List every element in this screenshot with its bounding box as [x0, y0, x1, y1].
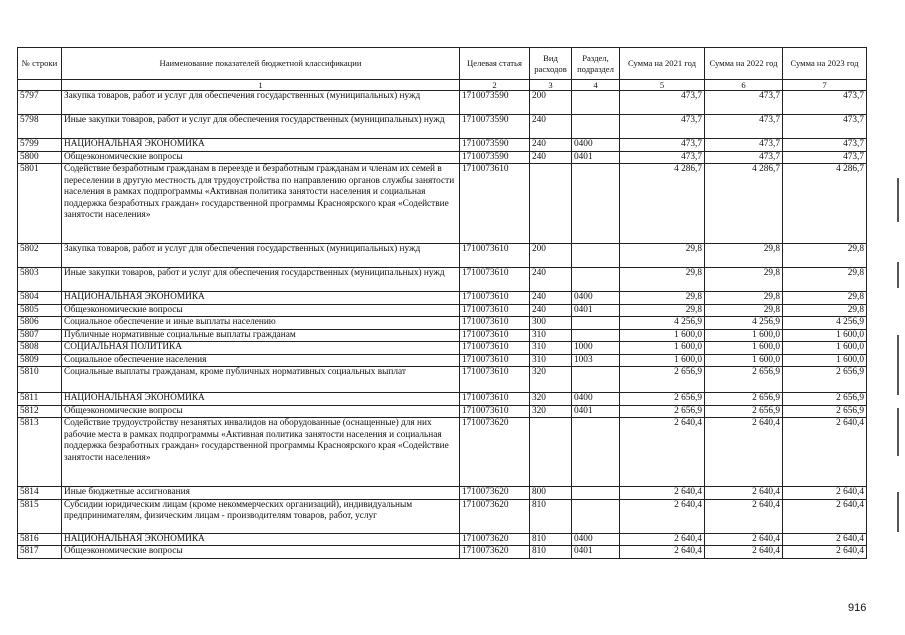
- row-number: 5814: [18, 487, 62, 500]
- table-row: [18, 244, 867, 268]
- row-name: Социальные выплаты гражданам, кроме публичных нормативных социальных выплат: [62, 367, 460, 393]
- row-section: [572, 418, 620, 487]
- row-name: Содействие безработным гражданам в переезде и безработным гражданам и членам их семей в переселении в другую местность для трудоустройства по направлению органов службы занятости населения в рамках подпрограммы «Активная политика занятости населения и социальная поддержка безработных граждан» государственной программы Красноярского края «Содействие занятости населения»: [62, 164, 460, 244]
- row-section: [572, 329, 620, 342]
- row-expense-type: 810: [530, 533, 572, 546]
- row-target-article: 1710073610: [460, 354, 530, 367]
- row-sum-2021: 29,8: [620, 292, 705, 305]
- row-sum-2021: 1 600,0: [620, 354, 705, 367]
- row-name: Публичные нормативные социальные выплаты гражданам: [62, 329, 460, 342]
- table-row: [18, 139, 867, 152]
- row-expense-type: 320: [530, 405, 572, 418]
- row-name: Закупка товаров, работ и услуг для обеспечения государственных (муниципальных) нужд: [62, 91, 460, 115]
- row-number: 5805: [18, 304, 62, 317]
- table-row: [18, 354, 867, 367]
- row-sum-2022: 1 600,0: [705, 354, 783, 367]
- row-target-article: 1710073610: [460, 317, 530, 330]
- row-section: 0401: [572, 405, 620, 418]
- row-target-article: 1710073610: [460, 268, 530, 292]
- row-sum-2021: 4 286,7: [620, 164, 705, 244]
- row-name: Общеэкономические вопросы: [62, 405, 460, 418]
- row-section: 0400: [572, 292, 620, 305]
- row-sum-2022: 2 640,4: [705, 499, 783, 533]
- row-expense-type: 800: [530, 487, 572, 500]
- row-name: Общеэкономические вопросы: [62, 546, 460, 559]
- row-sum-2021: 2 640,4: [620, 533, 705, 546]
- table-row: [18, 304, 867, 317]
- table-row: [18, 115, 867, 139]
- row-section: [572, 268, 620, 292]
- row-sum-2021: 2 656,9: [620, 367, 705, 393]
- row-sum-2021: 2 640,4: [620, 546, 705, 559]
- column-number: 7: [783, 80, 867, 91]
- row-section: [572, 91, 620, 115]
- budget-table: [17, 47, 867, 559]
- row-section: [572, 317, 620, 330]
- row-section: 0400: [572, 139, 620, 152]
- row-expense-type: 240: [530, 292, 572, 305]
- row-sum-2023: 473,7: [783, 151, 867, 164]
- column-number: 1: [62, 80, 460, 91]
- row-sum-2021: 4 256,9: [620, 317, 705, 330]
- row-expense-type: 240: [530, 304, 572, 317]
- scan-edge-mark: [897, 408, 899, 456]
- row-expense-type: [530, 164, 572, 244]
- header-sum-2021: Сумма на 2021 год: [620, 48, 705, 80]
- scan-edge-mark: [897, 335, 899, 395]
- row-target-article: 1710073590: [460, 151, 530, 164]
- row-expense-type: 810: [530, 499, 572, 533]
- row-sum-2023: 2 640,4: [783, 418, 867, 487]
- row-sum-2021: 2 656,9: [620, 393, 705, 406]
- row-sum-2023: 2 640,4: [783, 533, 867, 546]
- table-row: [18, 499, 867, 533]
- row-number: 5801: [18, 164, 62, 244]
- row-number: 5809: [18, 354, 62, 367]
- row-sum-2023: 2 640,4: [783, 499, 867, 533]
- row-sum-2021: 473,7: [620, 91, 705, 115]
- row-number: 5810: [18, 367, 62, 393]
- row-expense-type: 810: [530, 546, 572, 559]
- row-sum-2023: 29,8: [783, 304, 867, 317]
- row-name: Иные закупки товаров, работ и услуг для обеспечения государственных (муниципальных) нужд: [62, 268, 460, 292]
- row-sum-2023: 473,7: [783, 115, 867, 139]
- row-sum-2022: 2 656,9: [705, 367, 783, 393]
- row-section: 1000: [572, 342, 620, 355]
- row-expense-type: 240: [530, 268, 572, 292]
- header-target-article: Целевая статья: [460, 48, 530, 80]
- table-row: [18, 292, 867, 305]
- row-target-article: 1710073610: [460, 304, 530, 317]
- row-number: 5813: [18, 418, 62, 487]
- row-section: 0401: [572, 151, 620, 164]
- row-sum-2023: 1 600,0: [783, 354, 867, 367]
- row-expense-type: 200: [530, 91, 572, 115]
- row-sum-2023: 473,7: [783, 91, 867, 115]
- row-target-article: 1710073610: [460, 329, 530, 342]
- row-sum-2023: 29,8: [783, 244, 867, 268]
- column-number-blank: [18, 80, 62, 91]
- row-sum-2022: 2 640,4: [705, 533, 783, 546]
- table-row: [18, 329, 867, 342]
- row-target-article: 1710073610: [460, 292, 530, 305]
- table-row: [18, 317, 867, 330]
- row-name: Субсидии юридическим лицам (кроме некоммерческих организаций), индивидуальным предпринимателям, физическим лицам - производителям товаров, работ, услуг: [62, 499, 460, 533]
- row-section: [572, 115, 620, 139]
- row-section: [572, 499, 620, 533]
- row-section: [572, 244, 620, 268]
- row-expense-type: [530, 418, 572, 487]
- row-sum-2022: 29,8: [705, 304, 783, 317]
- row-sum-2022: 473,7: [705, 139, 783, 152]
- row-section: 1003: [572, 354, 620, 367]
- column-number: 2: [460, 80, 530, 91]
- header-sum-2023: Сумма на 2023 год: [783, 48, 867, 80]
- row-target-article: 1710073610: [460, 244, 530, 268]
- row-number: 5808: [18, 342, 62, 355]
- row-sum-2022: 2 640,4: [705, 546, 783, 559]
- table-row: [18, 546, 867, 559]
- column-number: 3: [530, 80, 572, 91]
- row-sum-2021: 473,7: [620, 115, 705, 139]
- row-sum-2021: 2 640,4: [620, 487, 705, 500]
- table-row: [18, 487, 867, 500]
- row-sum-2021: 2 656,9: [620, 405, 705, 418]
- row-name: НАЦИОНАЛЬНАЯ ЭКОНОМИКА: [62, 533, 460, 546]
- row-expense-type: 310: [530, 342, 572, 355]
- row-sum-2021: 473,7: [620, 151, 705, 164]
- row-number: 5816: [18, 533, 62, 546]
- row-sum-2022: 473,7: [705, 151, 783, 164]
- row-sum-2022: 1 600,0: [705, 342, 783, 355]
- scan-edge-mark: [897, 262, 899, 288]
- column-number: 6: [705, 80, 783, 91]
- row-expense-type: 240: [530, 115, 572, 139]
- scan-edge-mark: [897, 492, 899, 532]
- row-number: 5815: [18, 499, 62, 533]
- row-section: 0401: [572, 546, 620, 559]
- row-name: Содействие трудоустройству незанятых инвалидов на оборудованные (оснащенные) для них рабочие места в рамках подпрограммы «Активная политика занятости населения и социальная поддержка безработных граждан» государственной программы Красноярского края «Содействие занятости населения»: [62, 418, 460, 487]
- header-row-number: № строки: [18, 48, 62, 80]
- row-sum-2021: 29,8: [620, 304, 705, 317]
- header-name: Наименование показателей бюджетной классификации: [62, 48, 460, 80]
- row-sum-2023: 2 640,4: [783, 487, 867, 500]
- column-number: 5: [620, 80, 705, 91]
- row-expense-type: 200: [530, 244, 572, 268]
- row-number: 5806: [18, 317, 62, 330]
- row-target-article: 1710073620: [460, 487, 530, 500]
- row-sum-2023: 4 256,9: [783, 317, 867, 330]
- row-number: 5802: [18, 244, 62, 268]
- row-sum-2022: 4 256,9: [705, 317, 783, 330]
- row-target-article: 1710073610: [460, 393, 530, 406]
- table-row: [18, 91, 867, 115]
- row-sum-2022: 29,8: [705, 268, 783, 292]
- row-sum-2023: 29,8: [783, 268, 867, 292]
- row-sum-2021: 29,8: [620, 268, 705, 292]
- row-sum-2022: 2 640,4: [705, 418, 783, 487]
- table-header-row: [18, 48, 867, 80]
- row-section: 0400: [572, 393, 620, 406]
- row-sum-2022: 29,8: [705, 244, 783, 268]
- row-target-article: 1710073620: [460, 546, 530, 559]
- row-expense-type: 310: [530, 329, 572, 342]
- table-row: [18, 533, 867, 546]
- row-name: Общеэкономические вопросы: [62, 151, 460, 164]
- row-name: Общеэкономические вопросы: [62, 304, 460, 317]
- row-target-article: 1710073610: [460, 367, 530, 393]
- table-row: [18, 393, 867, 406]
- row-sum-2022: 2 656,9: [705, 393, 783, 406]
- row-sum-2023: 473,7: [783, 139, 867, 152]
- row-target-article: 1710073590: [460, 91, 530, 115]
- row-target-article: 1710073610: [460, 342, 530, 355]
- header-expense-type: Вид расходов: [530, 48, 572, 80]
- row-expense-type: 320: [530, 367, 572, 393]
- row-number: 5803: [18, 268, 62, 292]
- row-sum-2023: 4 286,7: [783, 164, 867, 244]
- row-target-article: 1710073620: [460, 499, 530, 533]
- row-sum-2023: 2 656,9: [783, 393, 867, 406]
- row-expense-type: 240: [530, 139, 572, 152]
- header-section: Раздел, подраздел: [572, 48, 620, 80]
- row-number: 5812: [18, 405, 62, 418]
- row-section: 0401: [572, 304, 620, 317]
- row-name: НАЦИОНАЛЬНАЯ ЭКОНОМИКА: [62, 139, 460, 152]
- row-target-article: 1710073610: [460, 164, 530, 244]
- row-sum-2022: 2 640,4: [705, 487, 783, 500]
- row-sum-2023: 2 640,4: [783, 546, 867, 559]
- row-sum-2021: 2 640,4: [620, 418, 705, 487]
- column-numbers-row: [18, 80, 867, 91]
- table-row: [18, 151, 867, 164]
- row-sum-2021: 473,7: [620, 139, 705, 152]
- row-name: Социальное обеспечение и иные выплаты населению: [62, 317, 460, 330]
- row-sum-2022: 473,7: [705, 115, 783, 139]
- row-number: 5811: [18, 393, 62, 406]
- row-sum-2023: 1 600,0: [783, 329, 867, 342]
- row-section: [572, 367, 620, 393]
- table-row: [18, 405, 867, 418]
- column-number: 4: [572, 80, 620, 91]
- row-name: Иные закупки товаров, работ и услуг для обеспечения государственных (муниципальных) нужд: [62, 115, 460, 139]
- row-number: 5817: [18, 546, 62, 559]
- table-row: [18, 268, 867, 292]
- row-section: [572, 164, 620, 244]
- row-sum-2023: 2 656,9: [783, 405, 867, 418]
- row-number: 5800: [18, 151, 62, 164]
- row-name: НАЦИОНАЛЬНАЯ ЭКОНОМИКА: [62, 393, 460, 406]
- row-name: Иные бюджетные ассигнования: [62, 487, 460, 500]
- row-name: НАЦИОНАЛЬНАЯ ЭКОНОМИКА: [62, 292, 460, 305]
- row-number: 5799: [18, 139, 62, 152]
- page-number: 916: [848, 602, 867, 614]
- row-sum-2022: 2 656,9: [705, 405, 783, 418]
- row-target-article: 1710073620: [460, 533, 530, 546]
- row-name: Закупка товаров, работ и услуг для обеспечения государственных (муниципальных) нужд: [62, 244, 460, 268]
- row-sum-2021: 1 600,0: [620, 342, 705, 355]
- row-expense-type: 300: [530, 317, 572, 330]
- row-number: 5797: [18, 91, 62, 115]
- row-number: 5798: [18, 115, 62, 139]
- row-sum-2022: 4 286,7: [705, 164, 783, 244]
- table-row: [18, 164, 867, 244]
- row-expense-type: 320: [530, 393, 572, 406]
- row-sum-2021: 29,8: [620, 244, 705, 268]
- row-sum-2021: 2 640,4: [620, 499, 705, 533]
- row-section: [572, 487, 620, 500]
- row-sum-2022: 29,8: [705, 292, 783, 305]
- row-name: СОЦИАЛЬНАЯ ПОЛИТИКА: [62, 342, 460, 355]
- table-row: [18, 418, 867, 487]
- header-sum-2022: Сумма на 2022 год: [705, 48, 783, 80]
- row-sum-2023: 2 656,9: [783, 367, 867, 393]
- scan-edge-mark: [897, 178, 899, 222]
- table-row: [18, 367, 867, 393]
- row-target-article: 1710073590: [460, 139, 530, 152]
- row-sum-2022: 473,7: [705, 91, 783, 115]
- row-number: 5804: [18, 292, 62, 305]
- row-sum-2022: 1 600,0: [705, 329, 783, 342]
- row-target-article: 1710073590: [460, 115, 530, 139]
- table-row: [18, 342, 867, 355]
- row-target-article: 1710073620: [460, 418, 530, 487]
- row-sum-2023: 1 600,0: [783, 342, 867, 355]
- row-target-article: 1710073610: [460, 405, 530, 418]
- row-expense-type: 310: [530, 354, 572, 367]
- row-sum-2023: 29,8: [783, 292, 867, 305]
- row-expense-type: 240: [530, 151, 572, 164]
- row-section: 0400: [572, 533, 620, 546]
- row-number: 5807: [18, 329, 62, 342]
- row-name: Социальное обеспечение населения: [62, 354, 460, 367]
- row-sum-2021: 1 600,0: [620, 329, 705, 342]
